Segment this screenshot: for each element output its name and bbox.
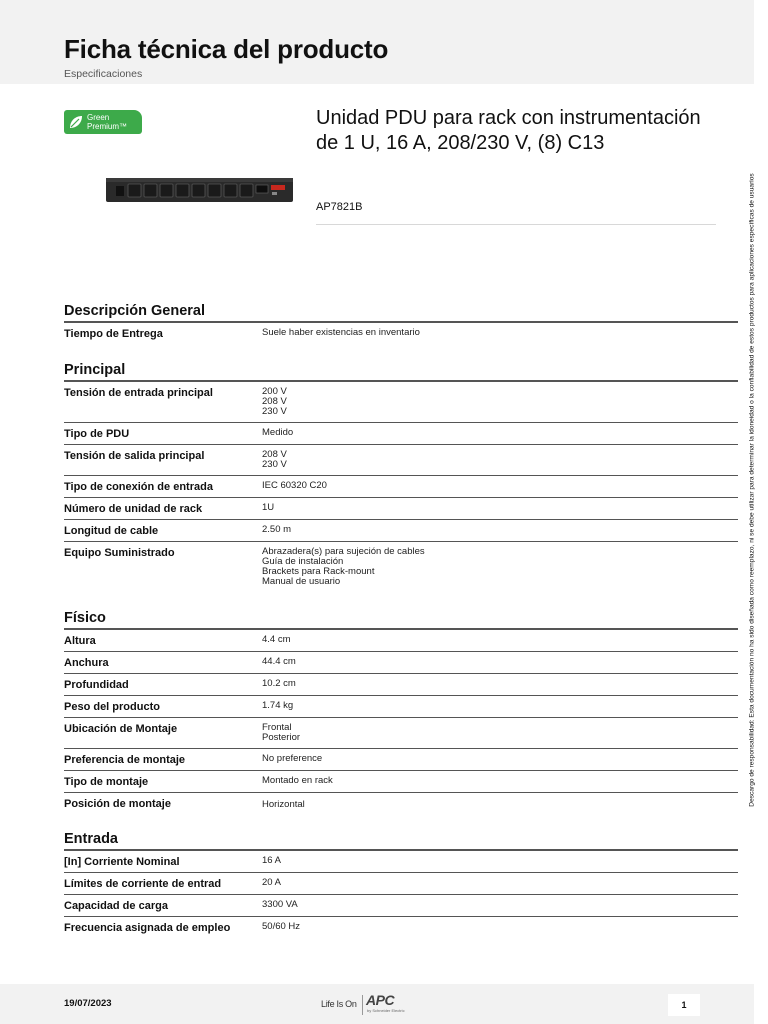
spec-label: Tipo de montaje bbox=[64, 775, 149, 788]
spec-label: Ubicación de Montaje bbox=[64, 722, 178, 735]
spec-label: Longitud de cable bbox=[64, 524, 159, 537]
spec-label: Preferencia de montaje bbox=[64, 753, 186, 766]
spec-value bbox=[262, 635, 291, 645]
spec-row bbox=[64, 323, 738, 347]
spec-value-line: 3300 VA bbox=[262, 898, 298, 910]
spec-row bbox=[64, 542, 738, 592]
spec-value bbox=[262, 701, 293, 711]
spec-value bbox=[262, 856, 281, 866]
spec-value-line: Frontal bbox=[262, 721, 292, 733]
spec-label: Tipo de conexión de entrada bbox=[64, 480, 213, 493]
spec-value-line: Horizontal bbox=[262, 798, 305, 810]
spec-label: Peso del producto bbox=[64, 700, 160, 713]
spec-value-line: Manual de usuario bbox=[262, 575, 341, 587]
product-code: AP7821B bbox=[316, 201, 363, 213]
spec-label: Tipo de PDU bbox=[64, 427, 130, 440]
section-title: Físico bbox=[64, 610, 106, 626]
spec-value-line: 208 V bbox=[262, 395, 287, 407]
spec-label: Número de unidad de rack bbox=[64, 502, 203, 515]
spec-label: Altura bbox=[64, 634, 96, 647]
rack-pdu-image bbox=[106, 176, 293, 204]
spec-value bbox=[262, 525, 291, 535]
spec-label: Anchura bbox=[64, 656, 109, 669]
spec-row bbox=[64, 718, 738, 749]
section-descripcion-general bbox=[64, 302, 738, 347]
spec-row bbox=[64, 630, 738, 652]
spec-value bbox=[262, 450, 287, 470]
spec-value-line: Abrazadera(s) para sujeción de cables bbox=[262, 545, 425, 557]
spec-row bbox=[64, 652, 738, 674]
spec-value-line: No preference bbox=[262, 752, 323, 764]
page-footer bbox=[0, 984, 754, 1024]
spec-value bbox=[262, 657, 296, 667]
divider bbox=[362, 995, 363, 1015]
leaf-icon bbox=[68, 114, 84, 130]
spec-row bbox=[64, 445, 738, 476]
disclaimer-text: Descargo de responsabilidad: Esta documentación no ha sido diseñada como reemplazo, ni se debe utilizar para determinar la idoneidad o la confiabilidad de estos productos para aplicaciones específicas de usuarios bbox=[748, 173, 756, 807]
apc-logo: APC bbox=[366, 992, 395, 1008]
spec-value bbox=[262, 503, 274, 513]
spec-value-line: Posterior bbox=[262, 731, 301, 743]
divider bbox=[316, 224, 716, 225]
spec-row bbox=[64, 520, 738, 542]
spec-value-line: Brackets para Rack-mount bbox=[262, 565, 375, 577]
spec-row bbox=[64, 423, 738, 445]
page-subtitle: Especificaciones bbox=[64, 68, 143, 80]
spec-value-line: Medido bbox=[262, 426, 294, 438]
spec-value bbox=[262, 428, 293, 438]
spec-row bbox=[64, 674, 738, 696]
section-title: Entrada bbox=[64, 831, 118, 847]
spec-label: Tensión de entrada principal bbox=[64, 386, 213, 399]
spec-value bbox=[262, 387, 287, 417]
spec-value-line: 2.50 m bbox=[262, 523, 292, 535]
page-title: Ficha técnica del producto bbox=[64, 34, 389, 64]
spec-label: Capacidad de carga bbox=[64, 899, 168, 912]
badge-line-1: Green bbox=[87, 113, 110, 122]
spec-row bbox=[64, 476, 738, 498]
spec-row bbox=[64, 749, 738, 771]
section-fisico bbox=[64, 609, 738, 815]
spec-value bbox=[262, 754, 322, 764]
spec-row bbox=[64, 793, 738, 815]
spec-label: Posición de montaje bbox=[64, 797, 171, 810]
spec-value bbox=[262, 900, 298, 910]
spec-label: Frecuencia asignada de empleo bbox=[64, 921, 231, 934]
spec-label: Profundidad bbox=[64, 678, 129, 691]
badge-line-2: Premium™ bbox=[87, 122, 128, 131]
spec-value-line: 200 V bbox=[262, 385, 287, 397]
spec-value-line: 230 V bbox=[262, 405, 287, 417]
spec-value-line: 1.74 kg bbox=[262, 699, 294, 711]
spec-value bbox=[262, 328, 420, 338]
spec-row bbox=[64, 382, 738, 423]
page-number: 1 bbox=[668, 994, 700, 1016]
spec-value-line: 208 V bbox=[262, 448, 287, 460]
spec-value-line: 10.2 cm bbox=[262, 677, 296, 689]
spec-row bbox=[64, 696, 738, 718]
spec-row bbox=[64, 851, 738, 873]
spec-row bbox=[64, 498, 738, 520]
spec-value-line: 4.4 cm bbox=[262, 633, 291, 645]
spec-value-line: Guía de instalación bbox=[262, 555, 344, 567]
life-is-on-logo: Life Is On bbox=[321, 999, 357, 1009]
spec-row bbox=[64, 917, 738, 939]
spec-value-line: 20 A bbox=[262, 876, 282, 888]
page-header bbox=[0, 0, 754, 84]
spec-label: Tensión de salida principal bbox=[64, 449, 205, 462]
apc-logo-subtext: by Schneider Electric bbox=[367, 1008, 405, 1013]
spec-row bbox=[64, 895, 738, 917]
spec-value bbox=[262, 776, 333, 786]
spec-value bbox=[262, 800, 305, 810]
spec-value bbox=[262, 878, 281, 888]
spec-label: [In] Corriente Nominal bbox=[64, 855, 180, 868]
section-principal bbox=[64, 361, 738, 592]
spec-value bbox=[262, 922, 300, 932]
spec-row bbox=[64, 771, 738, 793]
spec-value-line: 1U bbox=[262, 501, 275, 513]
section-title: Descripción General bbox=[64, 303, 206, 319]
spec-value bbox=[262, 679, 296, 689]
spec-value-line: IEC 60320 C20 bbox=[262, 479, 327, 491]
spec-value-line: 16 A bbox=[262, 854, 282, 866]
spec-value-line: 230 V bbox=[262, 458, 287, 470]
spec-value-line: 44.4 cm bbox=[262, 655, 296, 667]
section-title: Principal bbox=[64, 362, 126, 378]
section-entrada bbox=[64, 830, 738, 939]
spec-value-line: 50/60 Hz bbox=[262, 920, 301, 932]
spec-label: Equipo Suministrado bbox=[64, 546, 175, 559]
spec-label: Tiempo de Entrega bbox=[64, 327, 163, 340]
footer-date: 19/07/2023 bbox=[64, 998, 112, 1009]
spec-label: Límites de corriente de entrad bbox=[64, 877, 222, 890]
spec-value bbox=[262, 547, 425, 587]
spec-value-line: Suele haber existencias en inventario bbox=[262, 326, 420, 338]
spec-value bbox=[262, 481, 327, 491]
spec-row bbox=[64, 873, 738, 895]
spec-value-line: Montado en rack bbox=[262, 774, 333, 786]
spec-value bbox=[262, 723, 300, 743]
product-title: Unidad PDU para rack con instrumentación de 1 U, 16 A, 208/230 V, (8) C13 bbox=[316, 107, 701, 154]
green-premium-badge bbox=[64, 110, 142, 134]
